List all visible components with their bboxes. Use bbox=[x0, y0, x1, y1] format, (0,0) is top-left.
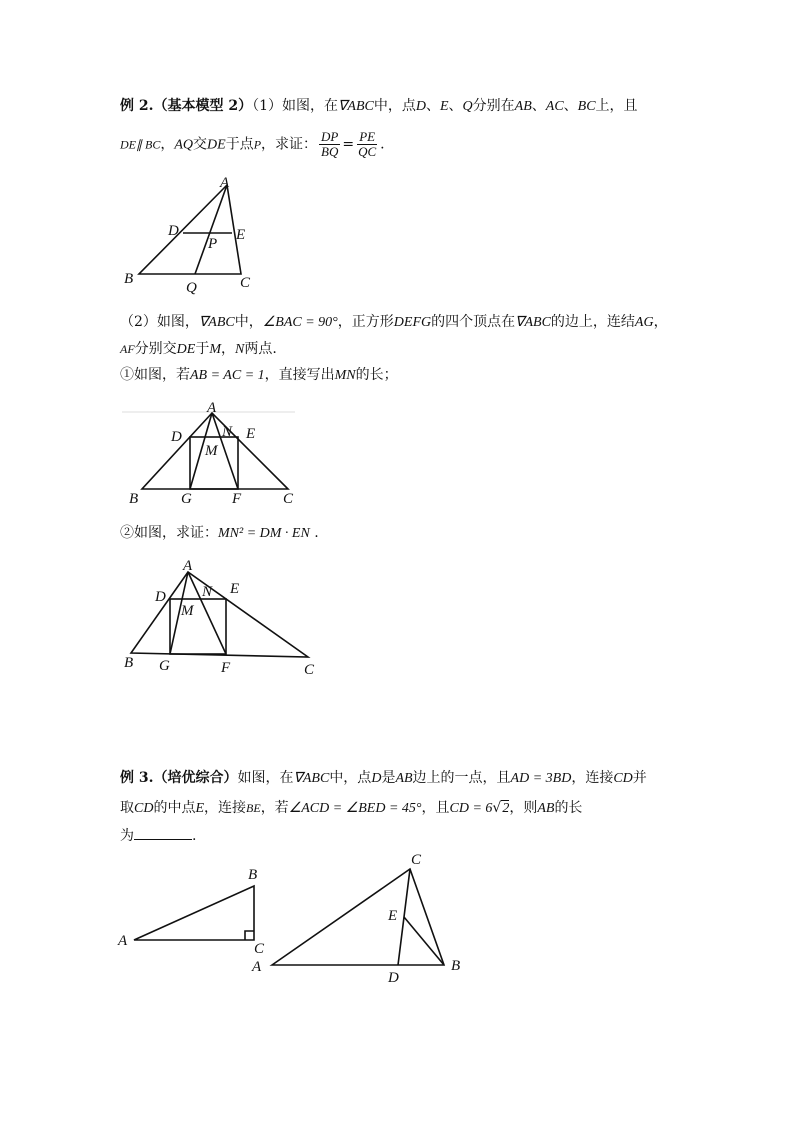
de-parallel-bc: DE∥ BC bbox=[120, 137, 161, 152]
var-d: D bbox=[371, 771, 382, 786]
fig3-label-e: E bbox=[230, 581, 240, 597]
text: 的长 bbox=[554, 800, 583, 816]
var-cd: CD bbox=[613, 771, 633, 786]
figure-2-isosceles bbox=[120, 396, 310, 508]
fig3-square-defg bbox=[170, 599, 226, 654]
ex3-heading: 例 3.（培优综合） bbox=[120, 770, 238, 786]
triangle-abc: ∇ABC bbox=[293, 771, 330, 786]
fig4-triangle-abc bbox=[134, 886, 254, 940]
sqrt-symbol: √ bbox=[492, 800, 502, 816]
fig2-label-e: E bbox=[246, 426, 256, 442]
fig5-label-e: E bbox=[388, 908, 398, 924]
fig1-label-c: C bbox=[240, 275, 251, 291]
frac-num: DP bbox=[321, 129, 339, 144]
fig3-label-b: B bbox=[124, 655, 134, 671]
ex2-part2-number: （2） bbox=[120, 314, 157, 330]
var-de: DE bbox=[176, 342, 196, 357]
fig4-label-c: C bbox=[254, 941, 265, 957]
text: 的边上，连结 bbox=[550, 314, 635, 330]
text: 于 bbox=[195, 341, 210, 357]
fig5-triangle-abc bbox=[272, 869, 444, 965]
text: ，则 bbox=[509, 800, 538, 816]
text: 中， bbox=[234, 314, 263, 330]
fig5-label-c: C bbox=[411, 852, 422, 868]
var-de: DE bbox=[207, 137, 226, 153]
text: ，求证： bbox=[261, 136, 318, 153]
ex3-line-3 bbox=[120, 827, 196, 845]
var-mn: MN bbox=[334, 368, 356, 383]
fig2-label-m: M bbox=[205, 443, 218, 459]
fig3-triangle-abc bbox=[131, 572, 308, 657]
fig2-label-f: F bbox=[232, 491, 242, 507]
ex2-part1-number: （1） bbox=[252, 98, 283, 114]
var-aq: AQ bbox=[174, 137, 194, 153]
frac-den: BQ bbox=[321, 144, 339, 159]
text: 如图，在 bbox=[237, 770, 294, 786]
text: 的长； bbox=[355, 367, 398, 383]
var-ag: AG bbox=[634, 315, 654, 330]
var-ab: AB bbox=[514, 99, 532, 114]
fig2-label-b: B bbox=[129, 491, 139, 507]
text: 的四个顶点在 bbox=[431, 314, 516, 330]
eq-ab-ac-1: AB = AC = 1 bbox=[190, 368, 265, 383]
fig2-label-a: A bbox=[207, 400, 217, 416]
text: 并 bbox=[632, 770, 647, 786]
text: ，正方形 bbox=[337, 314, 394, 330]
ex2-line-6 bbox=[120, 524, 319, 543]
text: 边上的一点，且 bbox=[412, 770, 511, 786]
comma: ， bbox=[653, 314, 668, 330]
comma: ， bbox=[221, 341, 236, 357]
var-bc: BC bbox=[577, 99, 596, 114]
var-defg: DEFG bbox=[393, 315, 432, 330]
fig3-label-d: D bbox=[155, 589, 166, 605]
figure-1-triangle bbox=[110, 170, 270, 300]
sqrt-radicand: 2 bbox=[502, 801, 510, 816]
fig1-label-q: Q bbox=[186, 280, 197, 296]
frac-den: QC bbox=[358, 144, 377, 159]
var-n: N bbox=[235, 342, 245, 357]
fig3-label-f: F bbox=[221, 660, 231, 676]
text: 中，点 bbox=[373, 98, 416, 114]
ex2-line-5 bbox=[120, 366, 398, 385]
var-e: E bbox=[439, 99, 449, 114]
fig3-label-c: C bbox=[304, 662, 315, 678]
var-m: M bbox=[209, 342, 222, 357]
text: 的中点 bbox=[153, 800, 196, 816]
figure-5-triangle bbox=[248, 848, 473, 988]
ex3-line-2 bbox=[120, 799, 582, 818]
var-ac: AC bbox=[545, 99, 564, 114]
text: 上，且 bbox=[595, 98, 638, 114]
sep: 、 bbox=[448, 98, 463, 114]
var-be: BE bbox=[246, 801, 261, 815]
fig5-segment-be bbox=[404, 917, 444, 965]
fig2-label-c: C bbox=[283, 491, 294, 507]
fig1-label-p: P bbox=[208, 236, 218, 252]
fig2-label-g: G bbox=[181, 491, 192, 507]
fig4-label-b: B bbox=[248, 867, 258, 883]
fig3-label-g: G bbox=[159, 658, 170, 674]
text: ，连接 bbox=[204, 800, 247, 816]
cond-angles-45: ∠ACD = ∠BED = 45° bbox=[288, 801, 422, 816]
var-cd: CD bbox=[134, 801, 154, 816]
ex2-line-1 bbox=[120, 97, 638, 116]
cond-ad-3bd: AD = 3BD bbox=[510, 771, 572, 786]
cond-cd-value: CD = 6 bbox=[449, 801, 493, 816]
var-p: P bbox=[253, 137, 262, 152]
text: 于点 bbox=[225, 136, 254, 153]
ex2-line-3 bbox=[120, 313, 668, 332]
text: ，直接写出 bbox=[264, 367, 335, 383]
text: 两点. bbox=[244, 341, 277, 357]
fig4-label-a: A bbox=[118, 933, 128, 949]
triangle-abc: ∇ABC bbox=[198, 315, 235, 330]
sep: 、 bbox=[563, 98, 578, 114]
text: ，连接 bbox=[571, 770, 614, 786]
fraction-pe-qc bbox=[356, 130, 378, 159]
fig1-triangle-abc bbox=[139, 185, 241, 274]
text: 是 bbox=[381, 770, 396, 786]
var-q: Q bbox=[462, 99, 473, 114]
var-ab: AB bbox=[395, 771, 413, 786]
fig3-label-a: A bbox=[183, 558, 193, 574]
comma: ， bbox=[160, 136, 175, 153]
answer-blank[interactable] bbox=[134, 827, 192, 840]
text: ，若 bbox=[260, 800, 289, 816]
fig1-label-b: B bbox=[124, 271, 134, 287]
fig1-segment-aq bbox=[195, 185, 227, 274]
equals: = bbox=[342, 136, 355, 153]
period: . bbox=[380, 136, 385, 153]
fig2-label-n: N bbox=[222, 424, 233, 440]
eq-mn-squared: MN² = DM · EN bbox=[218, 526, 310, 541]
ex2-heading: 例 2.（基本模型 2） bbox=[120, 98, 253, 114]
frac-num: PE bbox=[359, 129, 376, 144]
var-d: D bbox=[415, 99, 426, 114]
text: 如图， bbox=[156, 314, 199, 330]
ex3-line-1 bbox=[120, 769, 647, 788]
fig5-label-a: A bbox=[252, 959, 262, 975]
var-ab: AB bbox=[537, 801, 555, 816]
triangle-abc: ∇ABC bbox=[338, 99, 374, 114]
var-e: E bbox=[195, 801, 205, 816]
fig5-label-d: D bbox=[388, 970, 399, 986]
fig1-label-a: A bbox=[220, 175, 230, 191]
text: ②如图，求证： bbox=[120, 525, 218, 541]
period: . bbox=[192, 828, 197, 844]
text: 中，点 bbox=[329, 770, 372, 786]
text: 交 bbox=[193, 136, 208, 153]
figure-3-right-triangle bbox=[118, 553, 328, 678]
text: 分别交 bbox=[134, 341, 177, 357]
text: 分别在 bbox=[472, 98, 515, 114]
fig5-label-b: B bbox=[451, 958, 461, 974]
fraction-dp-bq bbox=[319, 130, 340, 159]
text: ①如图，若 bbox=[120, 367, 190, 383]
var-af: AF bbox=[120, 342, 135, 356]
text: ，且 bbox=[421, 800, 450, 816]
period: . bbox=[309, 525, 319, 541]
sep: 、 bbox=[425, 98, 440, 114]
fig1-label-d: D bbox=[168, 223, 179, 239]
angle-bac: ∠BAC = 90° bbox=[262, 315, 338, 330]
fig1-label-e: E bbox=[236, 227, 246, 243]
text: 为 bbox=[120, 828, 134, 844]
sep: 、 bbox=[531, 98, 546, 114]
fig3-label-n: N bbox=[202, 584, 213, 600]
ex2-line-4 bbox=[120, 340, 277, 359]
text: 取 bbox=[120, 800, 134, 816]
triangle-abc: ∇ABC bbox=[515, 315, 551, 330]
ex2-line-2 bbox=[120, 130, 385, 159]
fig3-label-m: M bbox=[181, 603, 194, 619]
text: 如图，在 bbox=[282, 98, 339, 114]
fig2-label-d: D bbox=[171, 429, 182, 445]
